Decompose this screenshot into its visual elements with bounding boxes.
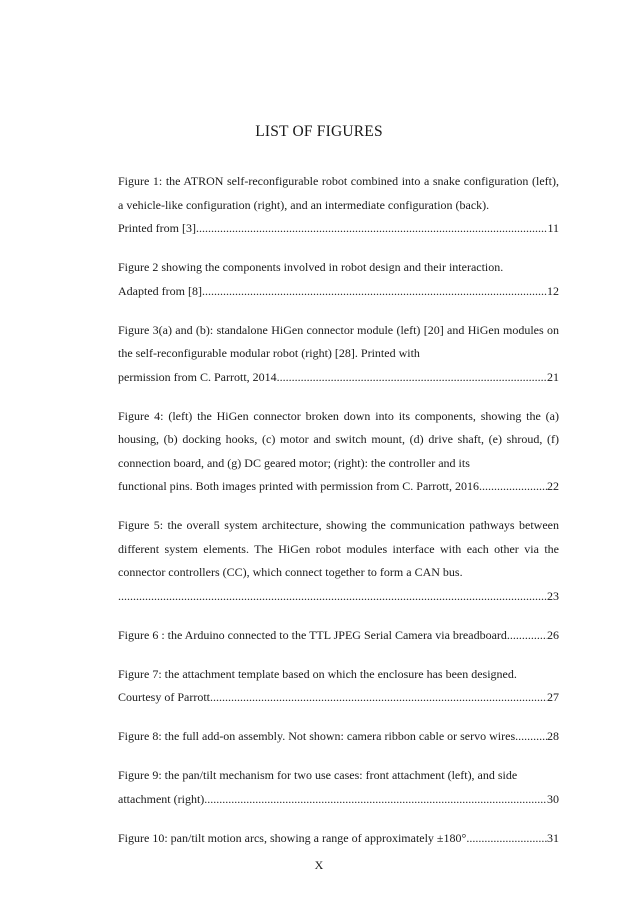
entry-lead-text: Figure 1: the ATRON self-reconfigurable robot combined into a snake configuration (left), a vehicle-like configuration (right), and an intermediate configuration (back). [118,174,559,212]
entry-last-line [118,725,559,749]
entry-last-text: permission from C. Parrott, 2014. [118,369,280,384]
entry-last-text: attachment (right). [118,791,208,806]
dot-leader [515,725,547,749]
figure-entry-9 [118,764,559,811]
entry-page-number: 22 [547,479,559,493]
entry-page-number: 26 [547,627,559,642]
entry-last-text: Figure 6 : the Arduino connected to the TTL JPEG Serial Camera via breadboard [118,627,507,642]
entry-lead-text: Figure 2 showing the components involved in robot design and their interaction. [118,260,504,274]
entry-page-number: 11 [547,221,559,235]
dot-leader [205,280,547,304]
entry-last-text: functional pins. Both images printed with permission from C. Parrott, 2016. [118,479,482,493]
figure-entry-7 [118,663,559,710]
entry-last-line [118,827,559,851]
figure-entry-10 [118,827,559,851]
figure-entry-4 [118,405,559,499]
entry-last-line [118,624,559,648]
entry-last-text: Adapted from [8]. [118,283,205,298]
entry-lead-text: Figure 7: the attachment template based on which the enclosure has been designed. [118,666,517,681]
entry-lead-text: Figure 4: (left) the HiGen connector broken down into its components, showing the (a) housing, (b) docking hooks, (c) motor and switch mount, (d) drive shaft, (e) shroud, (f) connection board, and (g) DC geared motor; (right): the controller and its [118,408,559,470]
dot-leader [213,686,547,710]
dot-leader [207,788,547,812]
entry-last-text: Figure 8: the full add-on assembly. Not shown: camera ribbon cable or servo wires [118,729,516,743]
entry-last-text: Printed from [3]. [118,221,199,235]
figure-list [118,170,559,866]
figure-entry-3 [118,319,559,390]
entry-last-line [118,366,559,390]
figure-entry-5 [118,514,559,608]
page-title: LIST OF FIGURES [255,123,383,140]
entry-page-number: 30 [547,791,559,806]
entry-lead-text: Figure 3(a) and (b): standalone HiGen connector module (left) [20] and HiGen modules on the self-reconfigurable modular robot (right) [28]. Printed with [118,322,559,360]
dot-leader [118,585,547,609]
entry-page-number: 12 [547,283,559,298]
figure-entry-6 [118,624,559,648]
page-number: X [314,858,324,872]
entry-last-line [118,585,559,609]
entry-last-text: Figure 10: pan/tilt motion arcs, showing a range of approximately ±180° [118,830,467,845]
entry-last-line [118,475,559,499]
entry-page-number: 27 [547,690,559,704]
dot-leader [466,827,547,851]
entry-page-number: 23 [547,588,559,603]
entry-last-text: Courtesy of Parrott. [118,690,213,704]
entry-page-number: 21 [547,369,559,384]
dot-leader [280,366,547,390]
entry-last-line [118,280,559,304]
entry-last-line [118,788,559,812]
entry-lead-text: Figure 5: the overall system architecture, showing the communication pathways between different system elements. The HiGen robot modules interface with each other via the connector controllers (CC), which connect together to form a CAN bus. [118,518,559,579]
figure-entry-1 [118,170,559,241]
entry-lead-text: Figure 9: the pan/tilt mechanism for two use cases: front attachment (left), and side [118,768,518,782]
figure-entry-2 [118,256,559,303]
figure-entry-8 [118,725,559,749]
entry-last-line [118,686,559,710]
entry-page-number: 31 [547,830,559,845]
entry-last-line [118,217,559,241]
dot-leader [507,624,547,648]
dot-leader [482,475,547,499]
entry-page-number: 28 [547,729,559,743]
dot-leader [199,217,547,241]
